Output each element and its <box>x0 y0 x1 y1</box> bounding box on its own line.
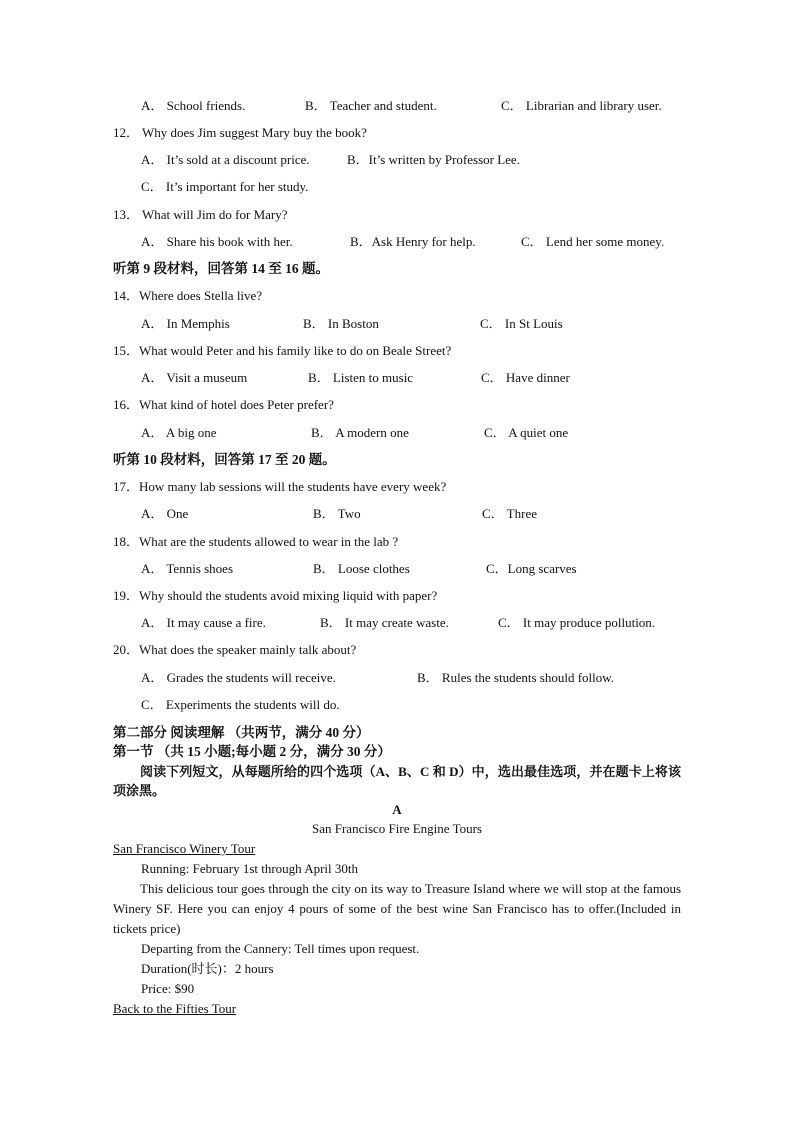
q15-question: 15．What would Peter and his family like to do on Beale Street? <box>113 343 452 358</box>
q17-option-c[interactable]: C． Three <box>482 506 537 521</box>
q18-option-c[interactable]: C．Long scarves <box>486 561 577 576</box>
q16-question: 16．What kind of hotel does Peter prefer? <box>113 397 334 412</box>
passage-title: San Francisco Fire Engine Tours <box>312 821 482 836</box>
tour1-name: San Francisco Winery Tour <box>113 841 256 856</box>
q20-option-a[interactable]: A． Grades the students will receive. <box>141 670 336 685</box>
tour1-price: Price: $90 <box>141 981 195 996</box>
section10-heading: 听第 10 段材料，回答第 17 至 20 题。 <box>113 452 336 467</box>
q14-option-c[interactable]: C． In St Louis <box>480 316 563 331</box>
q17-option-a[interactable]: A． One <box>141 506 189 521</box>
part2-title: 第二部分 阅读理解 （共两节，满分 40 分） <box>113 725 370 740</box>
q12-option-c[interactable]: C． It’s important for her study. <box>141 179 309 194</box>
q13-question: 13． What will Jim do for Mary? <box>113 207 288 222</box>
tour1-duration: Duration(时长)：2 hours <box>141 961 274 976</box>
q16-option-a[interactable]: A． A big one <box>141 425 217 440</box>
q14-option-a[interactable]: A． In Memphis <box>141 316 230 331</box>
q17-question: 17．How many lab sessions will the students have every week? <box>113 479 447 494</box>
tour1-description: This delicious tour goes through the city on its way to Treasure Island where we will stop at the famous Winery SF. Here you can enjoy 4 pours of some of the best wine San Francisco has to offer.(Included in tickets price) <box>113 881 681 936</box>
q16-option-b[interactable]: B． A modern one <box>311 425 409 440</box>
q12-question: 12． Why does Jim suggest Mary buy the book? <box>113 125 367 140</box>
q19-option-b[interactable]: B． It may create waste. <box>320 615 449 630</box>
q18-option-a[interactable]: A． Tennis shoes <box>141 561 234 576</box>
q13-option-b[interactable]: B．Ask Henry for help. <box>350 234 476 249</box>
q19-question: 19．Why should the students avoid mixing liquid with paper? <box>113 588 438 603</box>
q19-option-a[interactable]: A． It may cause a fire. <box>141 615 266 630</box>
tour1-running: Running: February 1st through April 30th <box>141 861 359 876</box>
passage-letter: A <box>392 802 402 817</box>
q11-option-b[interactable]: B． Teacher and student. <box>305 98 437 113</box>
q17-option-b[interactable]: B． Two <box>313 506 361 521</box>
q18-question: 18．What are the students allowed to wear in the lab ? <box>113 534 399 549</box>
q20-option-c[interactable]: C． Experiments the students will do. <box>141 697 340 712</box>
q20-question: 20．What does the speaker mainly talk about? <box>113 642 357 657</box>
q18-option-b[interactable]: B． Loose clothes <box>313 561 410 576</box>
q14-option-b[interactable]: B． In Boston <box>303 316 379 331</box>
q16-option-c[interactable]: C． A quiet one <box>484 425 569 440</box>
section1-title: 第一节 （共 15 小题;每小题 2 分，满分 30 分） <box>113 744 391 759</box>
q14-question: 14．Where does Stella live? <box>113 288 263 303</box>
q13-option-c[interactable]: C． Lend her some money. <box>521 234 665 249</box>
q20-option-b[interactable]: B． Rules the students should follow. <box>417 670 615 685</box>
q13-option-a[interactable]: A． Share his book with her. <box>141 234 293 249</box>
q11-option-c[interactable]: C． Librarian and library user. <box>501 98 662 113</box>
tour2-name: Back to the Fifties Tour <box>113 1001 237 1016</box>
reading-instructions: 阅读下列短文，从每题所给的四个选项（A、B、C 和 D）中，选出最佳选项，并在题卡上将该项涂黑。 <box>113 764 681 798</box>
q19-option-c[interactable]: C． It may produce pollution. <box>498 615 656 630</box>
q11-option-a[interactable]: A． School friends. <box>141 98 246 113</box>
q15-option-c[interactable]: C． Have dinner <box>481 370 570 385</box>
q12-option-b[interactable]: B．It’s written by Professor Lee. <box>347 152 520 167</box>
section9-heading: 听第 9 段材料，回答第 14 至 16 题。 <box>113 261 329 276</box>
q15-option-a[interactable]: A． Visit a museum <box>141 370 248 385</box>
q15-option-b[interactable]: B． Listen to music <box>308 370 414 385</box>
q12-option-a[interactable]: A． It’s sold at a discount price. <box>141 152 310 167</box>
tour1-departing: Departing from the Cannery: Tell times upon request. <box>141 941 420 956</box>
